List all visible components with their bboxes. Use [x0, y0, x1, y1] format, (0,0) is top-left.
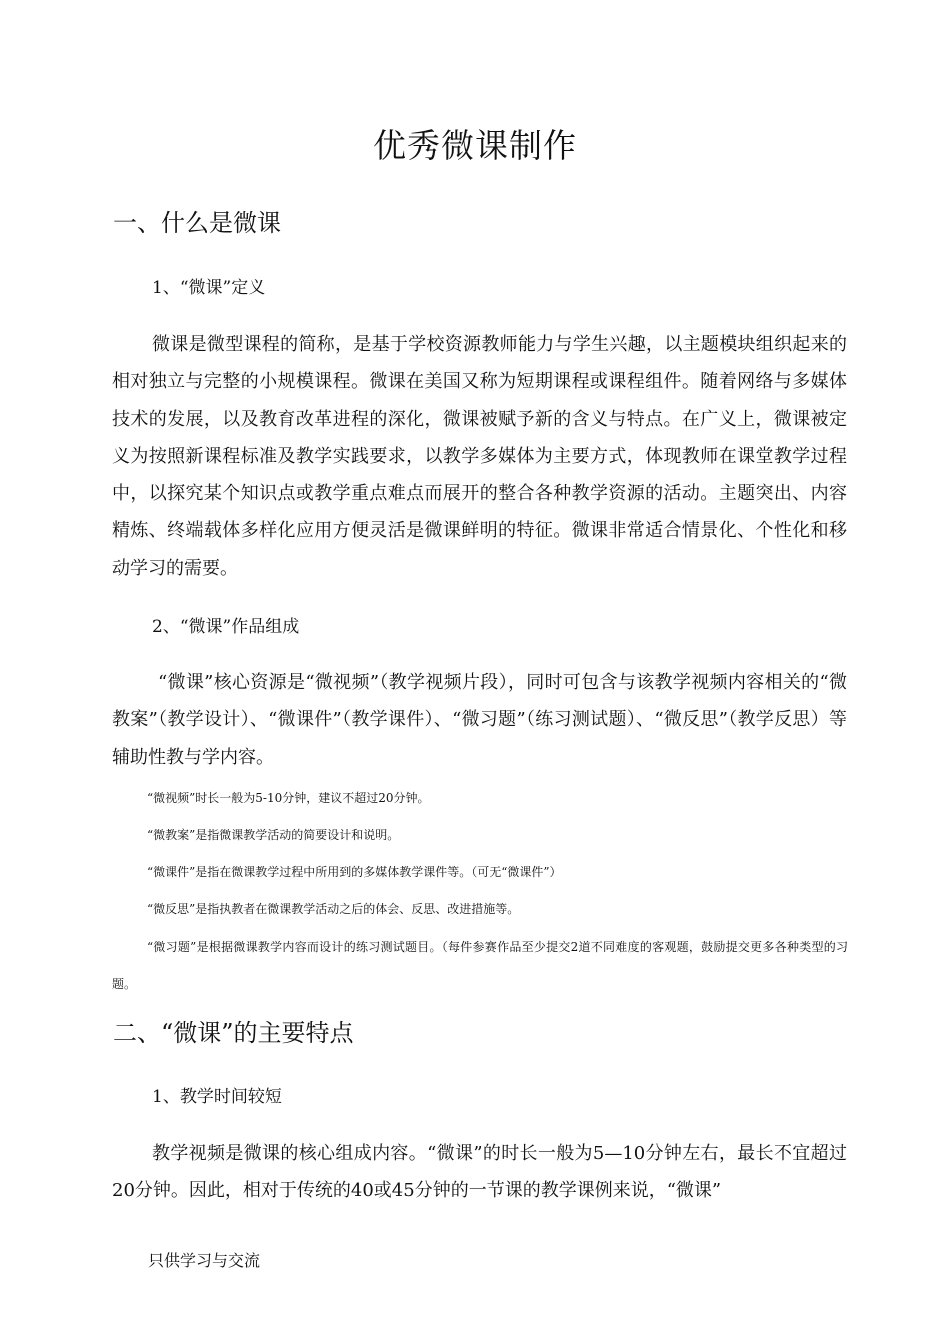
note-micro-exercises: “微习题”是根据微课教学内容而设计的练习测试题目。（每件参赛作品至少提交2道不同难度的客观题，鼓励提交更多各种类型的习题。: [112, 940, 848, 991]
note-micro-reflection: “微反思”是指执教者在微课教学活动之后的体会、反思、改进措施等。: [147, 902, 520, 916]
note-micro-lesson-plan: “微教案”是指微课教学活动的简要设计和说明。: [147, 828, 400, 842]
definition-paragraph: 微课是微型课程的简称，是基于学校资源教师能力与学生兴趣，以主题模块组织起来的相对独立与完整的小规模课程。微课在美国又称为短期课程或课程组件。随着网络与多媒体技术的发展，以及教育改革进程的深化，微课被赋予新的含义与特点。在广义上，微课被定义为按照新课程标准及教学实践要求，以教学多媒体为主要方式，体现教师在课堂教学过程中，以探究某个知识点或教学重点难点而展开的整合各种教学资源的活动。主题突出、内容精炼、终端载体多样化应用方便灵活是微课鲜明的特征。微课非常适合情景化、个性化和移动学习的需要。: [112, 334, 847, 579]
note-micro-courseware: “微课件”是指在微课教学过程中所用到的多媒体教学课件等。（可无“微课件”）: [147, 865, 562, 879]
footer-note: 只供学习与交流: [148, 1251, 261, 1270]
document-title: 优秀微课制作: [373, 126, 577, 165]
subsection-heading-definition: 1、“微课”定义: [152, 278, 266, 298]
subsection-heading-short-duration: 1、教学时间较短: [152, 1087, 282, 1107]
short-duration-paragraph: 教学视频是微课的核心组成内容。“微课”的时长一般为5—10分钟左右，最长不宜超过20分钟。因此，相对于传统的40或45分钟的一节课的教学课例来说，“微课”: [112, 1143, 847, 1202]
section-heading-main-features: 二、“微课”的主要特点: [113, 1019, 354, 1047]
note-micro-video: “微视频”时长一般为5-10分钟，建议不超过20分钟。: [147, 791, 430, 805]
section-heading-what-is-microlesson: 一、什么是微课: [113, 209, 281, 237]
subsection-heading-components: 2、“微课”作品组成: [152, 617, 300, 637]
components-paragraph: “微课”核心资源是“微视频”（教学视频片段），同时可包含与该教学视频内容相关的“微教案”（教学设计）、“微课件”（教学课件）、“微习题”（练习测试题）、“微反思”（教学反思）等辅助性教与学内容。: [112, 672, 847, 768]
